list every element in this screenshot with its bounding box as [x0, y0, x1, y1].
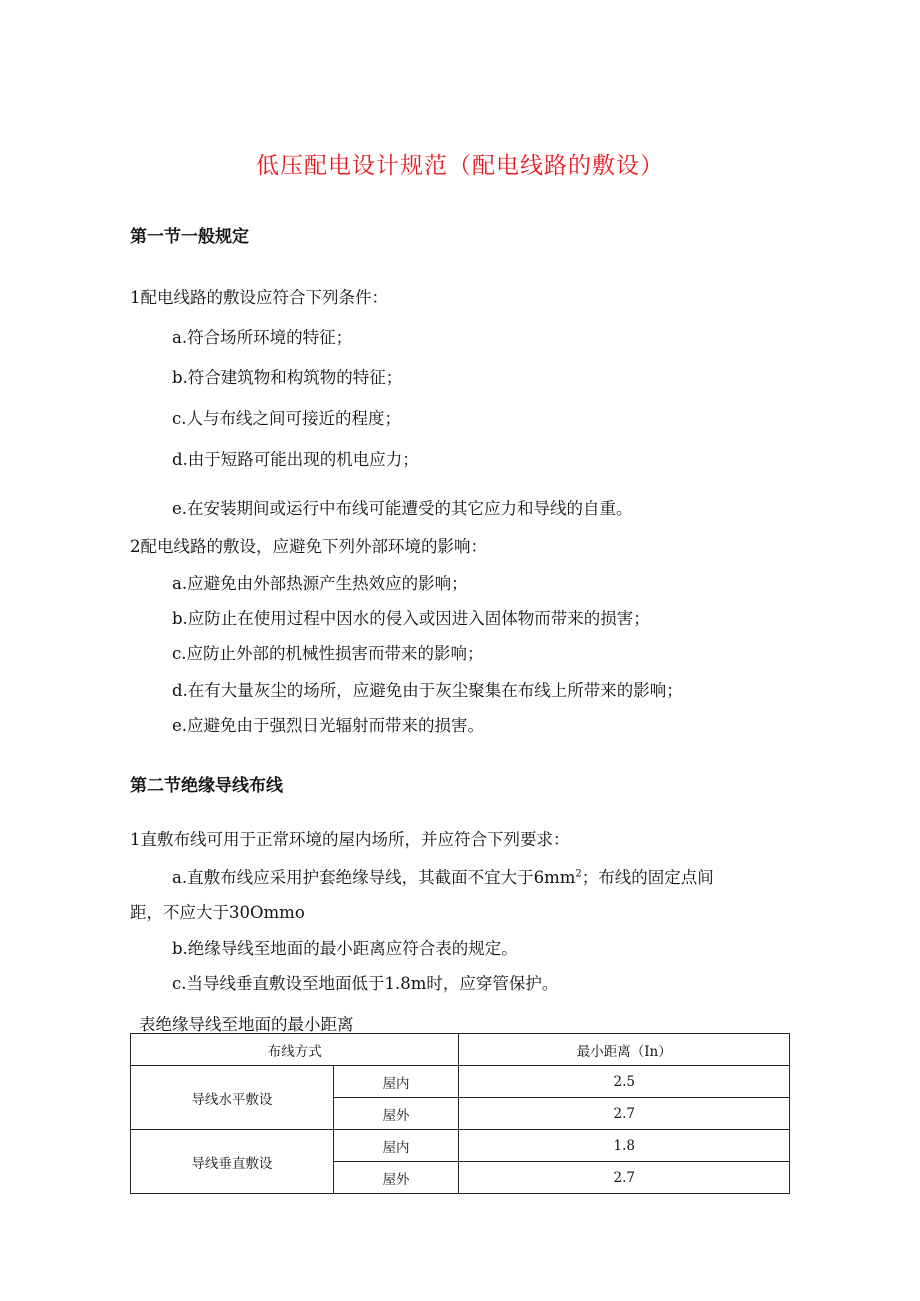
s2-item-1-sub-a-continued: 距，不应大于30Ommo: [130, 903, 305, 922]
place-cell: 屋外: [333, 1162, 459, 1194]
s2-item-1-sub-c: c.当导线垂直敷设至地面低于1.8m时，应穿管保护。: [172, 974, 559, 993]
table-header-row: [131, 1034, 790, 1066]
s1-item-2-sub-b: b.应防止在使用过程中因水的侵入或因进入固体物而带来的损害；: [172, 609, 650, 628]
s1-item-1-sub-c: c.人与布线之间可接近的程度；: [172, 409, 401, 428]
s1-item-1-sub-e: e.在安装期间或运行中布线可能遭受的其它应力和导线的自重。: [172, 499, 633, 518]
s1-item-2-sub-c: c.应防止外部的机械性损害而带来的影响；: [172, 644, 484, 663]
value-cell: 1.8: [459, 1130, 790, 1162]
s2-item-1-sub-a-part1: a.直敷布线应采用护套绝缘导线，其截面不宜大于6mm: [172, 868, 576, 887]
table-row: [131, 1066, 790, 1098]
section-2-heading: 第二节绝缘导线布线: [130, 776, 283, 796]
s2-item-1-sub-a-part2: ；布线的固定点间: [581, 868, 714, 887]
s1-item-1-sub-a: a.符合场所环境的特征；: [172, 328, 353, 347]
place-cell: 屋外: [333, 1098, 459, 1130]
s1-item-2-sub-d: d.在有大量灰尘的场所，应避免由于灰尘聚集在布线上所带来的影响；: [172, 681, 683, 700]
page-title: 低压配电设计规范（配电线路的敷设）: [256, 153, 664, 179]
s2-item-1-sub-b: b.绝缘导线至地面的最小距离应符合表的规定。: [172, 939, 518, 958]
place-cell: 屋内: [333, 1130, 459, 1162]
group-name: 导线水平敷设: [131, 1066, 334, 1130]
value-cell: 2.5: [459, 1066, 790, 1098]
value-cell: 2.7: [459, 1162, 790, 1194]
group-name: 导线垂直敷设: [131, 1130, 334, 1194]
s1-item-2-sub-a: a.应避免由外部热源产生热效应的影响；: [172, 574, 468, 593]
s1-item-1-sub-b: b.符合建筑物和构筑物的特征；: [172, 368, 403, 387]
min-distance-table: [130, 1033, 790, 1194]
s1-item-1-intro: 1配电线路的敷设应符合下列条件：: [130, 288, 388, 307]
s2-item-1-intro: 1直敷布线可用于正常环境的屋内场所，并应符合下列要求：: [130, 830, 570, 849]
place-cell: 屋内: [333, 1066, 459, 1098]
header-method: 布线方式: [131, 1034, 459, 1066]
table-row: [131, 1130, 790, 1162]
table-caption: 表绝缘导线至地面的最小距离: [139, 1015, 354, 1034]
s2-item-1-sub-a: [172, 864, 714, 888]
header-distance: 最小距离（In）: [459, 1034, 790, 1066]
superscript: 2: [575, 868, 582, 880]
s1-item-1-sub-d: d.由于短路可能出现的机电应力；: [172, 450, 419, 469]
s1-item-2-intro: 2配电线路的敷设，应避免下列外部环境的影响：: [130, 537, 487, 556]
s1-item-2-sub-e: e.应避免由于强烈日光辐射而带来的损害。: [172, 716, 485, 735]
value-cell: 2.7: [459, 1098, 790, 1130]
section-1-heading: 第一节一般规定: [130, 227, 249, 247]
